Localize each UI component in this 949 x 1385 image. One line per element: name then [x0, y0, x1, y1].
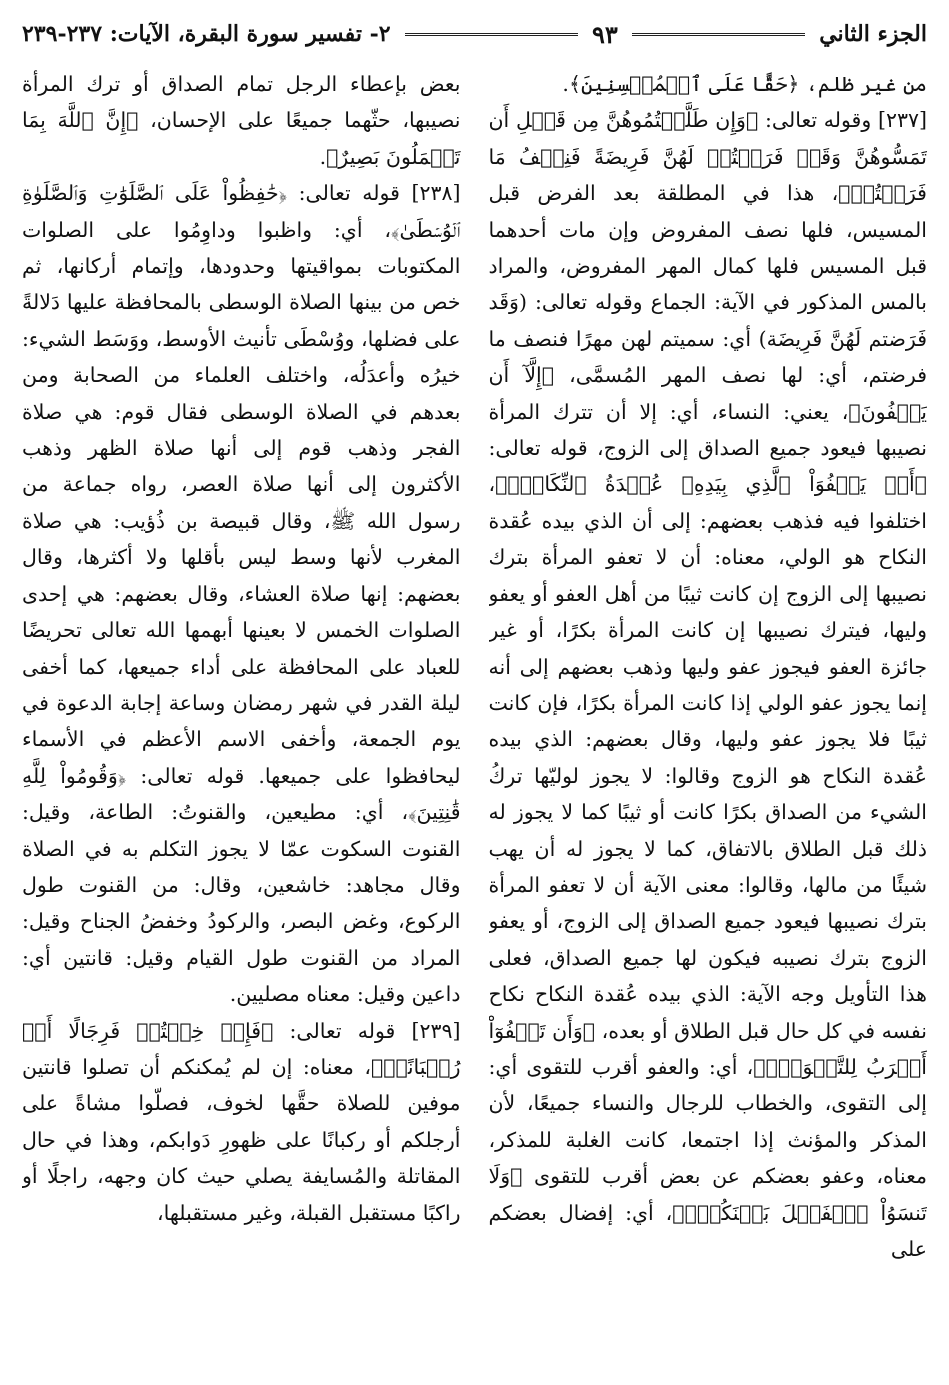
- page-number: ٩٣: [592, 19, 618, 49]
- paragraph: [٢٣٧] وقوله تعالى: ﴿وَإِن طَلَّقۡتُمُوهُنَّ مِن قَبۡلِ أَن تَمَسُّوهُنَّ وَقَدۡ فَرَضۡتُمۡ لَهُنَّ فَرِيضَةً فَنِصۡفُ مَا فَرَضۡتُمۡ﴾، هذا في المطلقة بعد الفرض قبل المسيس، فلها نصف المفروض وإن مات أحدهما قبل المسيس فلها كمال المهر المفروض، والمراد بالمس المذكور في الآية: الجماع وقوله تعالى: (وَقَد فَرَضتم لَهُنَّ فَرِيضَة) أي: سميتم لهن مهرًا فنصف ما فرضتم، أي: لها نصف المهر المُسمَّى، ﴿إِلَّآ أَن يَعۡفُونَ﴾، يعني: النساء، أي: إلا أن تترك المرأة نصيبها فيعود جميع الصداق إلى الزوج، قوله تعالى: ﴿أَوۡ يَعۡفُوَاْ ٱلَّذِي بِيَدِهِۦ عُقۡدَةُ ٱلنِّكَاحِۚ﴾، اختلفوا فيه فذهب بعضهم: إلى أن الذي بيده عُقدة النكاح هو الولي، معناه: أن لا تعفو المرأة بترك نصيبها إلى الزوج إن كانت ثيبًا من أهل العفو أو يعفو وليها، فيترك نصيبها إن كانت المرأة بكرًا، أو غير جائزة العفو فيجوز عفو وليها وذهب بعضهم إلى أنه إنما يجوز عفو الولي إذا كانت المرأة بكرًا، فإن كانت ثيبًا فلا يجوز عفو وليها، وقال بعضهم: الذي بيده عُقدة النكاح هو الزوج وقالوا: لا يجوز لوليّها تركُ الشيء من الصداق بكرًا كانت أو ثيبًا كما لا يجوز له ذلك قبل الطلاق بالاتفاق، كما لا يجوز له أن يهب شيئًا من مالها، وقالوا: معنى الآية أن لا تعفو المرأة بترك نصيبها فيعود جميع الصداق إلى الزوج، أو يعفو الزوج بترك نصيبه فيكون لها جميع الصداق، فعلى هذا التأويل وجه الآية: الذي بيده عُقدة النكاح نكاح نفسه في كل حال قبل الطلاق أو بعده، ﴿وَأَن تَعۡفُوٓاْ أَقۡرَبُ لِلتَّقۡوَىٰۚ﴾، أي: والعفو أقرب للتقوى أي: إلى التقوى، والخطاب للرجال والنساء جميعًا، لأن المذكر والمؤنث إذا اجتمعا، كانت الغلبة للمذكر، معناه، وعفو بعضكم عن بعض أقرب للتقوى ﴿وَلَا تَنسَوُاْ ٱلۡفَضۡلَ بَيۡنَكُمۡۚ﴾، أي: إفضال بعضكم على: [488, 108, 927, 1261]
- header-rule-right: [632, 33, 805, 36]
- juz-label: الجزء الثاني: [819, 21, 927, 47]
- paragraph: [٢٣٨] قوله تعالى: ﴿حَٰفِظُواْ عَلَى ٱلصَّلَوَٰتِ وَٱلصَّلَوٰةِ ٱلۡوُسۡطَىٰ﴾، أي: واظبوا وداوِمُوا على الصلوات المكتوبات بمواقيتها وحدودها، وإتمام أركانها، ثم خص من بينها الصلاة الوسطى بالمحافظة عليها دَلالةً على فضلها، ووُسْطَى تأنيث الأوسط، ووَسَط الشيء: خيرُه وأعدَلُه، واختلف العلماء من الصحابة ومن بعدهم في الصلاة الوسطى فقال قوم: هي صلاة الفجر وذهب قوم إلى أنها صلاة الظهر وذهب الأكثرون إلى أنها صلاة العصر، رواه جماعة من رسول الله ﷺ، وقال قبيصة بن ذُؤيب: هي صلاة المغرب لأنها وسط ليس بأقلها ولا أكثرها، وقال بعضهم: إنها صلاة العشاء، وقال بعضهم: هي إحدى الصلوات الخمس لا بعينها أبهمها الله تعالى تحريضًا للعباد على المحافظة على أداء جميعها، كما أخفى ليلة القدر في شهر رمضان وساعة إجابة الدعوة في يوم الجمعة، وأخفى الاسم الأعظم في الأسماء ليحافظوا على جميعها. قوله تعالى: ﴿وَقُومُواْ لِلَّهِ قَٰنِتِينَ﴾، أي: مطيعين، والقنوتُ: الطاعة، وقيل: القنوت السكوت عمّا لا يجوز التكلم به في الصلاة وقال مجاهد: خاشعين، وقال: من القنوت طول الركوع، وغض البصر، والركودُ وخفضُ الجناح وقيل: المراد من القنوت طول القيام وقيل: قانتين أي: داعين وقيل: معناه مصليين.: [22, 181, 461, 1007]
- page-header: [22, 14, 927, 54]
- right-column: [489, 66, 928, 1367]
- text-columns: [22, 66, 927, 1367]
- surah-info: ٢- تفسير سورة البقرة، الآيات: ٢٣٧-٢٣٩: [21, 21, 391, 47]
- left-column: [22, 66, 461, 1367]
- header-rule-left: [405, 33, 578, 36]
- paragraph: [٢٣٩] قوله تعالى: ﴿فَإِنۡ خِفۡتُمۡ فَرِجَالًا أَوۡ رُكۡبَانًاۖ﴾، معناه: إن لم يُمكنكم أن تصلوا قانتين موفين للصلاة حقَّها لخوف، فصلّوا مشاةً على أرجلكم أو ركبانًا على ظهورِ دَوابكم، وهذا في حال المقاتلة والمُسايفة يصلي حيث كان وجهه، راجلًا أو راكبًا مستقبل القبلة، وغير مستقبلها،: [22, 1018, 461, 1225]
- paragraph: بعض بإعطاء الرجل تمام الصداق أو ترك المرأة نصيبها، حثّهما جميعًا على الإحسان، ﴿إِنَّ ٱللَّهَ بِمَا تَعۡمَلُونَ بَصِيرٌ﴾.: [22, 72, 461, 169]
- paragraph: من غير ظلم، ﴿حَقًّا عَلَى ٱلۡمُحۡسِنِينَ﴾.: [562, 72, 927, 96]
